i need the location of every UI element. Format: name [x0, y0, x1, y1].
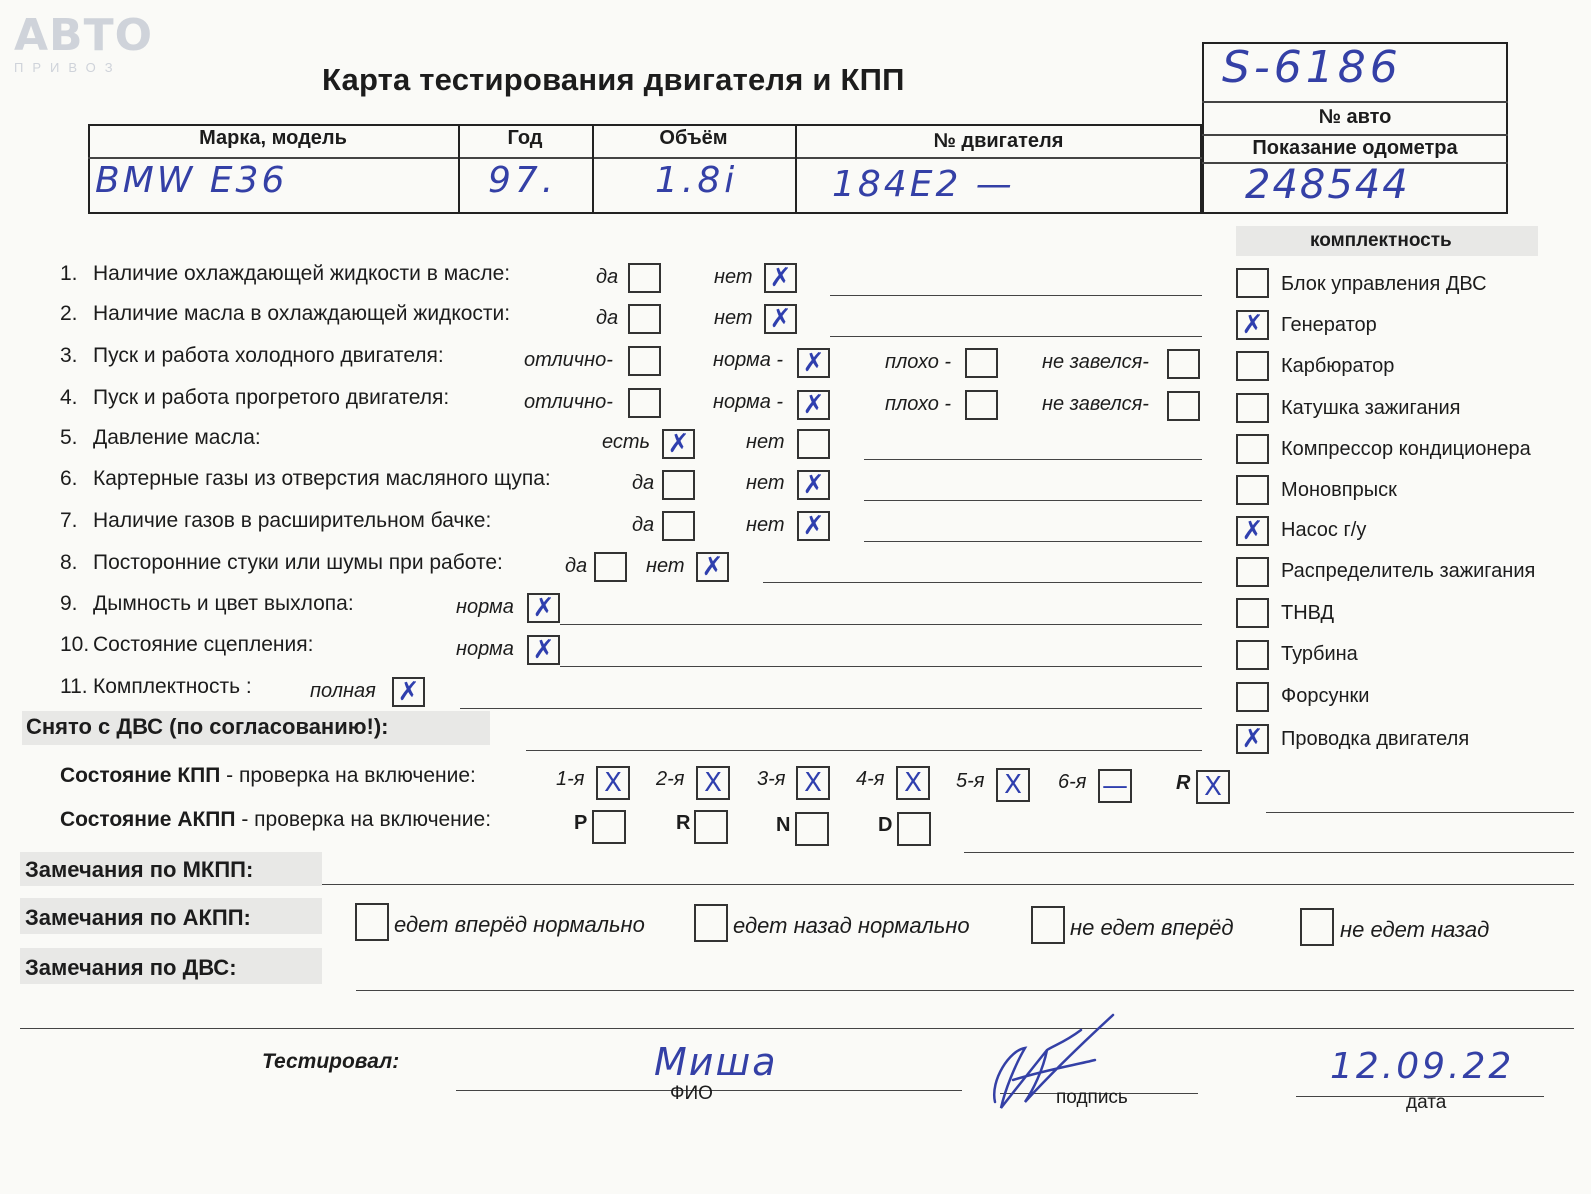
col-make-model: Марка, модель — [199, 127, 347, 149]
q1-yes-checkbox[interactable] — [628, 263, 661, 293]
kpp-gear-r-checkbox[interactable]: X — [1196, 770, 1230, 804]
akpp-remark-no-backward-checkbox[interactable] — [1300, 908, 1334, 946]
odometer-divider — [1202, 134, 1508, 136]
q3-excellent-label: отлично- — [524, 349, 613, 371]
akpp-remark-forward-ok-label: едет вперёд нормально — [394, 912, 645, 937]
question-8-text: Посторонние стуки или шумы при работе: — [93, 551, 503, 574]
completeness-ps-pump-label: Насос г/у — [1281, 519, 1367, 541]
q6-yes-label: да — [632, 472, 655, 494]
q7-no-checkbox[interactable]: ✗ — [797, 511, 830, 541]
stock-number-value: S-6186 — [1222, 42, 1402, 93]
akpp-remark-no-backward-label: не едет назад — [1340, 917, 1490, 942]
q6-yes-checkbox[interactable] — [662, 470, 695, 500]
q4-bad-checkbox[interactable] — [965, 390, 998, 420]
kpp-gear-r-label: R — [1176, 772, 1191, 794]
akpp-n-checkbox[interactable] — [795, 812, 829, 846]
kpp-gear-1-label: 1-я — [556, 768, 585, 790]
q10-note-line — [560, 666, 1202, 667]
akpp-label-rest: - проверка на включение: — [235, 808, 492, 831]
q5-yes-label: есть — [602, 431, 651, 453]
q9-note-line — [560, 624, 1202, 625]
kpp-gear-5-label: 5-я — [956, 770, 985, 792]
completeness-ac-compressor-label: Компрессор кондиционера — [1281, 438, 1531, 460]
question-1-number: 1. — [60, 262, 78, 285]
q3-bad-checkbox[interactable] — [965, 348, 998, 378]
q4-normal-label: норма - — [713, 391, 784, 413]
q7-note-line — [864, 541, 1202, 542]
completeness-ps-pump-checkbox[interactable]: ✗ — [1236, 516, 1269, 546]
kpp-gear-2-label: 2-я — [656, 768, 685, 790]
akpp-label — [60, 808, 491, 832]
q8-yes-label: да — [565, 555, 588, 577]
col-engine-number: № двигателя — [933, 130, 1064, 152]
akpp-remark-forward-ok-checkbox[interactable] — [355, 903, 389, 941]
q2-note-line — [830, 336, 1202, 337]
question-2-number: 2. — [60, 302, 78, 325]
q3-not-started-label: не завелся- — [1042, 351, 1149, 373]
kpp-label — [60, 764, 476, 788]
q7-no-label: нет — [746, 514, 785, 536]
q11-full-checkbox[interactable]: ✗ — [392, 677, 425, 707]
question-3-text: Пуск и работа холодного двигателя: — [93, 344, 444, 367]
q10-normal-label: норма — [456, 638, 514, 660]
volume-value: 1.8i — [655, 160, 739, 201]
q5-yes-checkbox[interactable]: ✗ — [662, 429, 695, 459]
avtoprivoz-logo — [14, 10, 154, 75]
question-7-number: 7. — [60, 509, 78, 532]
q2-no-label: нет — [714, 307, 753, 329]
q2-no-checkbox[interactable]: ✗ — [764, 304, 797, 334]
q3-not-started-checkbox[interactable] — [1167, 349, 1200, 379]
q5-note-line — [864, 459, 1202, 460]
q5-no-checkbox[interactable] — [797, 429, 830, 459]
kpp-gear-4-label: 4-я — [856, 768, 885, 790]
q6-note-line — [864, 500, 1202, 501]
make-model-value: BMW E36 — [95, 160, 288, 201]
kpp-gear-6-checkbox[interactable]: — — [1098, 769, 1132, 803]
question-6-number: 6. — [60, 467, 78, 490]
q4-excellent-checkbox[interactable] — [628, 388, 661, 418]
date-caption: дата — [1406, 1092, 1447, 1113]
question-3-number: 3. — [60, 344, 78, 367]
completeness-turbine-label: Турбина — [1281, 643, 1358, 665]
mkpp-remarks-line-1 — [322, 884, 1574, 885]
logo-sub-text: ПРИВОЗ — [14, 60, 122, 75]
q3-normal-checkbox[interactable]: ✗ — [797, 348, 830, 378]
q6-no-label: нет — [746, 472, 785, 494]
question-4-number: 4. — [60, 386, 78, 409]
question-9-text: Дымность и цвет выхлопа: — [93, 592, 354, 615]
name-caption: ФИО — [670, 1083, 713, 1104]
completeness-injection-pump-checkbox[interactable] — [1236, 598, 1269, 628]
completeness-ecu-label: Блок управления ДВС — [1281, 273, 1487, 295]
page-title: Карта тестирования двигателя и КПП — [322, 62, 905, 97]
question-9-number: 9. — [60, 592, 78, 615]
stock-divider — [1202, 101, 1508, 103]
q3-normal-label: норма - — [713, 349, 784, 371]
akpp-remark-backward-ok-label: едет назад нормально — [733, 913, 970, 938]
akpp-n-label: N — [776, 814, 791, 836]
akpp-remarks-label: Замечания по АКПП: — [25, 905, 251, 930]
odometer-value: 248544 — [1245, 162, 1410, 208]
question-4-text: Пуск и работа прогретого двигателя: — [93, 386, 450, 409]
q4-not-started-label: не завелся- — [1042, 393, 1149, 415]
question-11-number: 11. — [60, 675, 88, 698]
akpp-note-line — [964, 852, 1574, 853]
kpp-gear-3-label: 3-я — [757, 768, 786, 790]
tested-by-label: Тестировал: — [262, 1050, 400, 1073]
mkpp-remarks-label: Замечания по МКПП: — [25, 857, 254, 882]
akpp-label-bold: Состояние АКПП — [60, 808, 236, 831]
dvs-remarks-line-1 — [356, 990, 1574, 991]
kpp-gear-1-checkbox[interactable]: X — [596, 766, 630, 800]
completeness-ac-compressor-checkbox[interactable] — [1236, 434, 1269, 464]
stock-label: № авто — [1318, 106, 1392, 128]
question-5-text: Давление масла: — [93, 426, 261, 449]
completeness-injectors-checkbox[interactable] — [1236, 682, 1269, 712]
kpp-gear-4-checkbox[interactable]: X — [896, 766, 930, 800]
akpp-p-label: P — [574, 812, 588, 834]
question-1-text: Наличие охлаждающей жидкости в масле: — [93, 262, 511, 285]
question-5-number: 5. — [60, 426, 78, 449]
completeness-title: комплектность — [1310, 230, 1452, 251]
completeness-ignition-coil-checkbox[interactable] — [1236, 393, 1269, 423]
question-10-text: Состояние сцепления: — [93, 633, 314, 656]
q6-no-checkbox[interactable]: ✗ — [797, 470, 830, 500]
dvs-remarks-label: Замечания по ДВС: — [25, 955, 237, 980]
completeness-ignition-coil-label: Катушка зажигания — [1281, 397, 1461, 419]
question-10-number: 10. — [60, 633, 90, 656]
kpp-gear-6-label: 6-я — [1058, 771, 1087, 793]
q4-normal-checkbox[interactable]: ✗ — [797, 390, 830, 420]
tester-name-value: Миша — [654, 1040, 778, 1084]
completeness-engine-wiring-label: Проводка двигателя — [1281, 728, 1470, 750]
q10-normal-checkbox[interactable]: ✗ — [527, 635, 560, 665]
completeness-injection-pump-label: ТНВД — [1281, 602, 1335, 624]
odometer-label: Показание одометра — [1252, 137, 1458, 159]
q11-note-line — [460, 708, 1202, 709]
kpp-gear-5-checkbox[interactable]: X — [996, 768, 1030, 802]
completeness-distributor-label: Распределитель зажигания — [1281, 560, 1536, 582]
q1-no-label: нет — [714, 266, 753, 288]
q4-excellent-label: отлично- — [524, 391, 613, 413]
completeness-mono-injection-label: Моновпрыск — [1281, 479, 1397, 501]
akpp-d-label: D — [878, 814, 893, 836]
completeness-mono-injection-checkbox[interactable] — [1236, 475, 1269, 505]
completeness-carburetor-checkbox[interactable] — [1236, 351, 1269, 381]
completeness-distributor-checkbox[interactable] — [1236, 557, 1269, 587]
engine-number-value: 184E2 — — [832, 164, 1015, 205]
q1-note-line — [830, 295, 1202, 296]
akpp-r-label: R — [676, 812, 691, 834]
akpp-remark-no-forward-label: не едет вперёд — [1070, 915, 1234, 940]
q1-no-checkbox[interactable]: ✗ — [764, 263, 797, 293]
completeness-turbine-checkbox[interactable] — [1236, 640, 1269, 670]
q8-no-checkbox[interactable]: ✗ — [696, 552, 729, 582]
removed-note-line — [526, 750, 1202, 751]
kpp-gear-2-checkbox[interactable]: X — [696, 766, 730, 800]
question-8-number: 8. — [60, 551, 78, 574]
akpp-d-checkbox[interactable] — [897, 812, 931, 846]
q3-excellent-checkbox[interactable] — [628, 346, 661, 376]
completeness-ecu-checkbox[interactable] — [1236, 268, 1269, 298]
question-7-text: Наличие газов в расширительном бачке: — [93, 509, 492, 532]
col-volume: Объём — [659, 127, 728, 149]
completeness-engine-wiring-checkbox[interactable]: ✗ — [1236, 724, 1269, 754]
q3-bad-label: плохо - — [885, 351, 952, 373]
q4-bad-label: плохо - — [885, 393, 952, 415]
completeness-carburetor-label: Карбюратор — [1281, 355, 1395, 377]
q7-yes-label: да — [632, 514, 655, 536]
q5-no-label: нет — [746, 431, 785, 453]
q2-yes-checkbox[interactable] — [628, 304, 661, 334]
dvs-remarks-line-2 — [20, 1028, 1574, 1029]
question-6-text: Картерные газы из отверстия масляного щупа: — [93, 467, 551, 490]
q1-yes-label: да — [596, 266, 619, 288]
kpp-note-line — [1266, 812, 1574, 813]
q8-note-line — [763, 582, 1202, 583]
q11-full-label: полная — [310, 680, 376, 702]
question-11-text: Комплектность : — [93, 675, 252, 698]
kpp-label-rest: - проверка на включение: — [220, 764, 476, 787]
completeness-generator-checkbox[interactable]: ✗ — [1236, 310, 1269, 340]
logo-main-text: АВТО — [14, 10, 154, 61]
question-2-text: Наличие масла в охлаждающей жидкости: — [93, 302, 511, 325]
q7-yes-checkbox[interactable] — [662, 511, 695, 541]
col-year: Год — [507, 127, 543, 149]
vehicle-table-header-divider — [88, 157, 1202, 159]
akpp-remark-backward-ok-checkbox[interactable] — [694, 904, 728, 942]
akpp-r-checkbox[interactable] — [694, 810, 728, 844]
q8-no-label: нет — [646, 555, 685, 577]
akpp-remark-no-forward-checkbox[interactable] — [1031, 906, 1065, 944]
removed-label: Снято с ДВС (по согласованию!): — [26, 714, 389, 739]
completeness-generator-label: Генератор — [1281, 314, 1377, 336]
q4-not-started-checkbox[interactable] — [1167, 391, 1200, 421]
q2-yes-label: да — [596, 307, 619, 329]
q9-normal-checkbox[interactable]: ✗ — [527, 593, 560, 623]
akpp-p-checkbox[interactable] — [592, 810, 626, 844]
year-value: 97. — [488, 160, 558, 201]
kpp-gear-3-checkbox[interactable]: X — [796, 766, 830, 800]
signature-caption: подпись — [1056, 1087, 1128, 1108]
q9-normal-label: норма — [456, 596, 514, 618]
date-value: 12.09.22 — [1330, 1046, 1515, 1087]
q8-yes-checkbox[interactable] — [594, 552, 627, 582]
kpp-label-bold: Состояние КПП — [60, 764, 221, 787]
completeness-injectors-label: Форсунки — [1281, 685, 1370, 707]
